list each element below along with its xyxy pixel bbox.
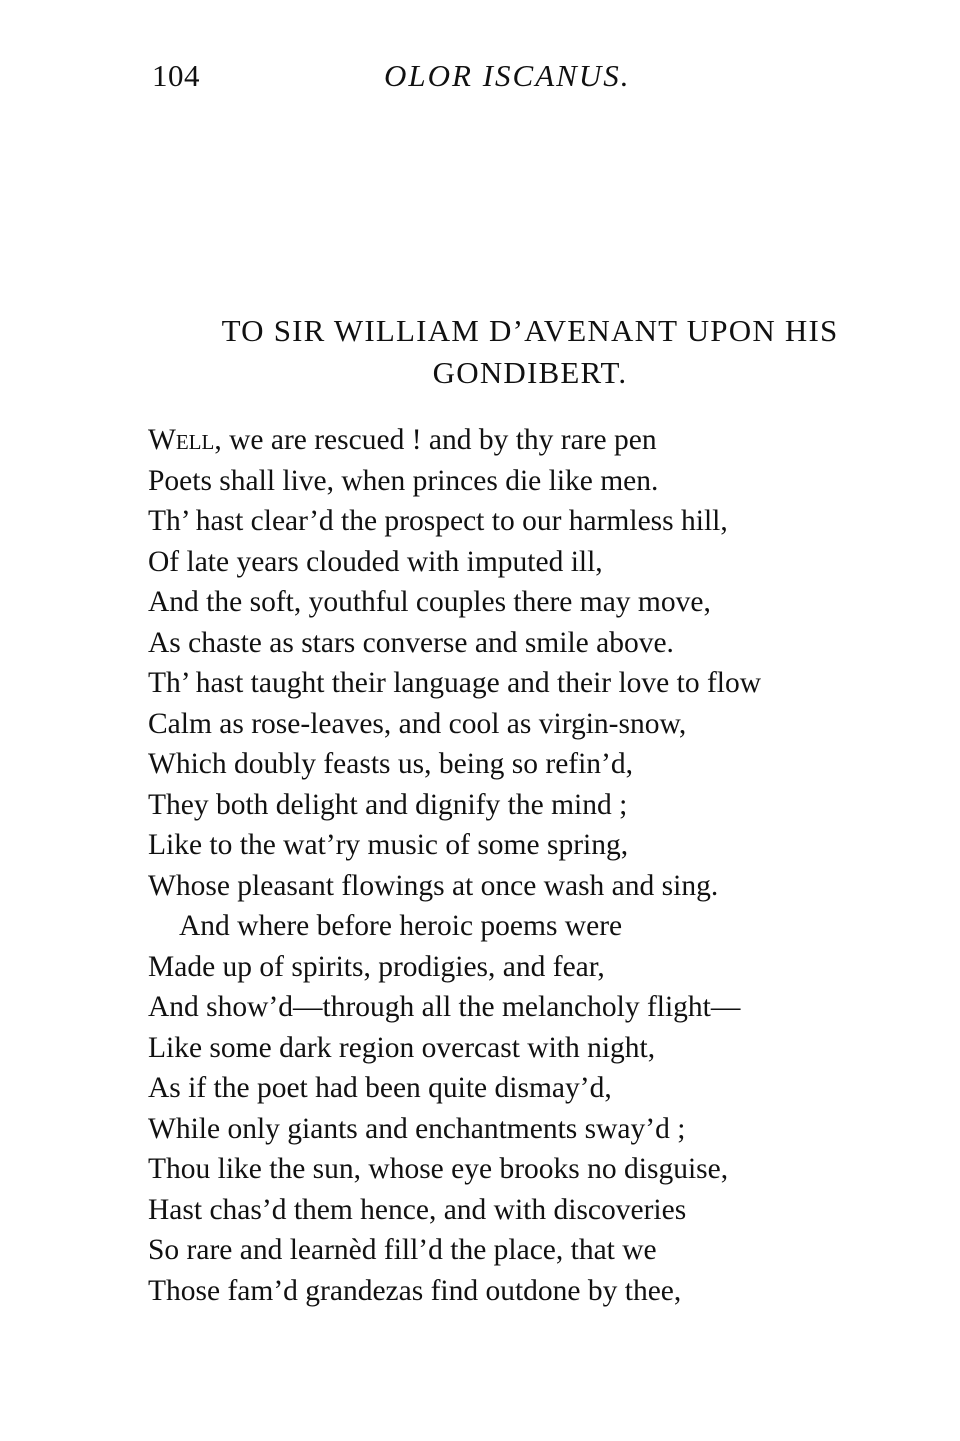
poem-line: Poets shall live, when princes die like men. [148, 464, 659, 497]
poem-line: Hast chas’d them hence, and with discoveries [148, 1193, 687, 1226]
poem-line: Made up of spirits, prodigies, and fear, [148, 950, 605, 983]
poem-line-text: we are rescued ! and by thy rare pen [221, 424, 657, 456]
poem-line: And show’d—through all the melancholy flight— [148, 991, 741, 1023]
poem-line: Of late years clouded with imputed ill, [148, 545, 603, 578]
page-number: 104 [152, 58, 200, 93]
poem-line: As chaste as stars converse and smile above. [148, 626, 674, 659]
poem-line: Like to the wat’ry music of some spring, [148, 829, 629, 861]
poem-line: Those fam’d grandezas find outdone by thee, [148, 1274, 682, 1307]
poem-line-indented: And where before heroic poems were [179, 910, 623, 942]
poem-title-line-1: TO SIR WILLIAM D’AVENANT UPON HIS [221, 313, 839, 348]
drop-word: Well, [148, 424, 222, 456]
running-head [0, 56, 960, 106]
poem-line: And the soft, youthful couples there may move, [148, 586, 711, 618]
poem-line: Which doubly feasts us, being so refin’d, [148, 748, 634, 780]
poem-line: Calm as rose-leaves, and cool as virgin-snow, [148, 707, 687, 740]
poem-title-line-2: GONDIBERT. [432, 355, 628, 390]
poem-title [150, 310, 910, 394]
poem-line: Th’ hast clear’d the prospect to our harmless hill, [148, 505, 728, 537]
poem-line: So rare and learnèd fill’d the place, that we [148, 1234, 657, 1266]
poem-line: Like some dark region overcast with night, [148, 1031, 656, 1064]
poem-line: They both delight and dignify the mind ; [148, 788, 628, 821]
running-title: OLOR ISCANUS. [384, 58, 631, 93]
poem-line: Thou like the sun, whose eye brooks no disguise, [148, 1153, 729, 1185]
poem-line: While only giants and enchantments sway’d ; [148, 1112, 686, 1145]
poem-line: As if the poet had been quite dismay’d, [148, 1072, 612, 1104]
poem-body [148, 420, 918, 1311]
poem-line: Th’ hast taught their language and their love to flow [148, 667, 762, 699]
poem-line [148, 420, 918, 461]
poem-line: Whose pleasant flowings at once wash and sing. [148, 869, 719, 902]
